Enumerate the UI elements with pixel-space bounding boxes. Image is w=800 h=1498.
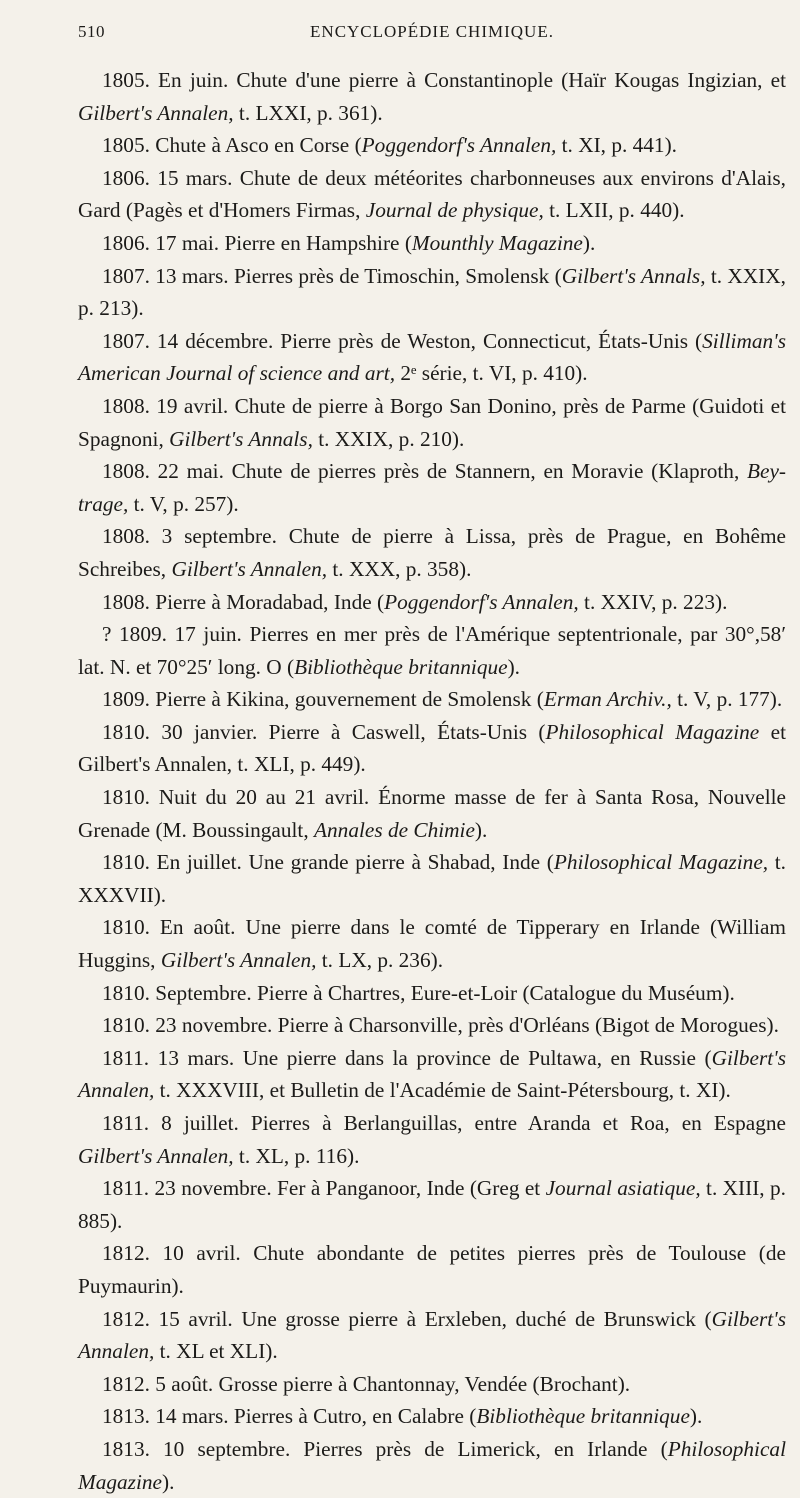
entry-reference: t. XI, p. 441). (556, 133, 677, 158)
chronology-entry (78, 683, 786, 716)
entry-year: 1805. (102, 68, 150, 92)
entry-year: 1809. (102, 687, 150, 712)
entry-source-title: Gilbert's Annalen, (78, 100, 234, 125)
entry-source-title: Bey-trage, (78, 459, 786, 516)
entry-reference: t. XXXVII). (78, 850, 786, 907)
chronology-entry (78, 618, 786, 683)
entry-year: 1810. (102, 980, 150, 1005)
entry-source-title: Poggendorf's Annalen, (384, 589, 579, 614)
entry-year: 1806. (102, 165, 150, 190)
chronology-entry (78, 1237, 786, 1302)
entry-year: 1811. (102, 1045, 150, 1070)
entry-source-title: Mounthly Magazine (411, 230, 583, 255)
entry-year: 1812. (102, 1371, 150, 1396)
entry-year: 1811. (102, 1176, 150, 1201)
chronology-entry (78, 586, 786, 619)
entry-reference: ). (689, 1404, 703, 1429)
entry-reference: ). (582, 230, 596, 255)
chronology-entry (78, 846, 786, 911)
entry-reference: t. LX, p. 236). (316, 948, 444, 973)
entry-text: 23 novembre. Pierre à Charsonville, près d'Orléans (Bigot de Morogues). (149, 1013, 779, 1038)
chronology-entry (78, 325, 786, 390)
entry-year: 1805. (102, 133, 150, 158)
entry-year: 1808. (102, 393, 150, 418)
chronology-entry (78, 977, 786, 1010)
entry-reference: t. V, p. 177). (671, 687, 783, 712)
entry-text: 17 mai. Pierre en Hampshire ( (149, 230, 412, 255)
entry-text: 22 mai. Chute de pierres près de Stannern, en Moravie (Klaproth, (149, 459, 747, 484)
entry-source-title: Gilbert's Annalen, (78, 1143, 234, 1168)
entry-year: 1811. (102, 1111, 150, 1135)
entry-text: 10 septembre. Pierres près de Limerick, en Irlande ( (149, 1436, 668, 1461)
entry-text: 13 mars. Pierres près de Timoschin, Smolensk ( (149, 263, 562, 288)
entry-reference: ). (474, 817, 488, 842)
entry-source-title: Gilbert's Annalen, (78, 1045, 786, 1103)
chronology-entry (78, 1368, 786, 1401)
entry-source-title: Gilbert's Annals, (561, 263, 706, 288)
chronology-entry (78, 64, 786, 129)
entry-source-title: Silliman's American Journal of science and art, (78, 328, 786, 386)
entry-text: Pierre à Kikina, gouvernement de Smolensk ( (149, 687, 544, 712)
entry-reference: 2ᵉ série, t. VI, p. 410). (395, 361, 588, 386)
entry-text: Chute à Asco en Corse ( (149, 133, 362, 158)
entry-text: 10 avril. Chute abondante de petites pierres près de Toulouse (de Puymaurin). (78, 1241, 786, 1298)
entry-reference: t. XL, p. 116). (233, 1143, 360, 1168)
entry-source-title: Bibliothèque britannique (294, 654, 508, 679)
chronology-entry (78, 1042, 786, 1107)
chronology-entry (78, 1400, 786, 1433)
entry-year: 1808. (102, 589, 150, 614)
entry-source-title: Gilbert's Annals, (169, 426, 313, 451)
meteorite-chronology-list (78, 64, 786, 1498)
entry-text: 13 mars. Une pierre dans la province de Pultawa, en Russie ( (149, 1045, 712, 1070)
entry-text: 15 mars. Chute de deux météorites charbonneuses aux environs d'Alais, Gard (Pagès et d'Homers Firmas, (78, 165, 786, 223)
chronology-entry (78, 260, 786, 325)
entry-source-title: Philosophical Magazine, (553, 850, 769, 875)
chronology-entry (78, 520, 786, 585)
entry-year: 1810. (102, 785, 150, 810)
entry-year: 1813. (102, 1404, 150, 1429)
chronology-entry (78, 390, 786, 455)
entry-text: En juillet. Une grande pierre à Shabad, Inde ( (149, 850, 554, 875)
entry-text: 19 avril. Chute de pierre à Borgo San Donino, près de Parme (Guidoti et Spagnoni, (78, 393, 786, 451)
entry-year: 1807. (102, 263, 150, 288)
chronology-entry (78, 455, 786, 520)
entry-year: ? 1809. (102, 622, 167, 647)
chronology-entry (78, 716, 786, 781)
entry-year: 1808. (102, 459, 150, 484)
entry-source-title: Gilbert's Annalen, (78, 1306, 786, 1364)
entry-text: 15 avril. Une grosse pierre à Erxleben, duché de Brunswick ( (149, 1306, 712, 1331)
running-title: ENCYCLOPÉDIE CHIMIQUE. (310, 22, 554, 41)
entry-text: Pierre à Moradabad, Inde ( (149, 589, 385, 614)
entry-text: 14 décembre. Pierre près de Weston, Connecticut, États-Unis ( (149, 328, 703, 353)
entry-source-title: Poggendorf's Annalen, (361, 133, 557, 158)
entry-text: 8 juillet. Pierres à Berlanguillas, entre Aranda et Roa, en Espagne (149, 1111, 786, 1135)
entry-year: 1810. (102, 719, 150, 744)
entry-year: 1810. (102, 850, 150, 875)
entry-source-title: Gilbert's Annalen, (160, 948, 317, 973)
entry-text: Septembre. Pierre à Chartres, Eure-et-Loir (Catalogue du Muséum). (149, 980, 735, 1005)
entry-text: 23 novembre. Fer à Panganoor, Inde (Greg et (149, 1176, 546, 1201)
entry-year: 1812. (102, 1306, 150, 1331)
chronology-entry (78, 781, 786, 846)
chronology-entry (78, 1433, 786, 1498)
entry-reference: t. XXIV, p. 223). (578, 589, 728, 614)
entry-text: 3 septembre. Chute de pierre à Lissa, près de Prague, en Bohême Schreibes, (78, 524, 786, 581)
chronology-entry (78, 1009, 786, 1042)
chronology-entry (78, 1107, 786, 1172)
entry-year: 1808. (102, 524, 150, 549)
entry-source-title: Journal de physique, (365, 198, 544, 223)
chronology-entry (78, 227, 786, 260)
entry-reference: t. LXII, p. 440). (543, 198, 685, 223)
entry-reference: t. XIII, p. 885). (78, 1176, 786, 1233)
entry-reference: ). (162, 1469, 175, 1494)
entry-year: 1807. (102, 328, 150, 353)
entry-reference: t. LXXI, p. 361). (233, 100, 383, 125)
page-number: 510 (78, 22, 105, 41)
chronology-entry (78, 1172, 786, 1237)
entry-source-title: Philosophical Magazine (78, 1436, 786, 1494)
entry-reference: t. XL et XLI). (154, 1339, 278, 1364)
entry-reference: t. XXX, p. 358). (327, 556, 472, 581)
entry-reference: t. V, p. 257). (128, 491, 239, 516)
entry-text: 14 mars. Pierres à Cutro, en Calabre ( (149, 1404, 477, 1429)
entry-source-title: Journal asiatique, (545, 1176, 701, 1201)
entry-source-title: Gilbert's Annalen, (171, 556, 328, 581)
entry-reference: t. XXIX, p. 213). (78, 263, 786, 321)
entry-reference: ). (507, 654, 521, 679)
entry-text: 30 janvier. Pierre à Caswell, États-Unis ( (149, 719, 546, 744)
chronology-entry (78, 162, 786, 227)
chronology-entry (78, 129, 786, 162)
running-head (78, 22, 776, 48)
entry-text: Nuit du 20 au 21 avril. Énorme masse de fer à Santa Rosa, Nouvelle Grenade (M. Boussingault, (78, 785, 786, 842)
entry-source-title: Bibliothèque britannique (476, 1404, 690, 1429)
entry-text: En août. Une pierre dans le comté de Tipperary en Irlande (William Huggins, (78, 915, 786, 973)
chronology-entry (78, 911, 786, 976)
entry-source-title: Annales de Chimie (314, 817, 475, 842)
chronology-entry (78, 1303, 786, 1368)
entry-text: En juin. Chute d'une pierre à Constantinople (Haïr Kougas Ingizian, et (149, 68, 786, 92)
entry-year: 1806. (102, 230, 150, 255)
entry-text: 17 juin. Pierres en mer près de l'Amérique septentrionale, par 30°,58′ lat. N. et 70°25′ long. O ( (78, 622, 786, 679)
entry-reference: t. XXIX, p. 210). (312, 426, 465, 451)
entry-year: 1812. (102, 1241, 150, 1266)
entry-source-title: Erman Archiv., (543, 687, 672, 712)
entry-year: 1813. (102, 1436, 150, 1461)
entry-reference: et Gilbert's Annalen, t. XLI, p. 449). (78, 719, 786, 777)
entry-source-title: Philosophical Magazine (545, 719, 760, 744)
entry-reference: t. XXXVIII, et Bulletin de l'Académie de Saint-Pétersbourg, t. XI). (154, 1078, 731, 1103)
entry-year: 1810. (102, 915, 150, 940)
entry-text: 5 août. Grosse pierre à Chantonnay, Vendée (Brochant). (149, 1371, 631, 1396)
entry-year: 1810. (102, 1013, 150, 1038)
